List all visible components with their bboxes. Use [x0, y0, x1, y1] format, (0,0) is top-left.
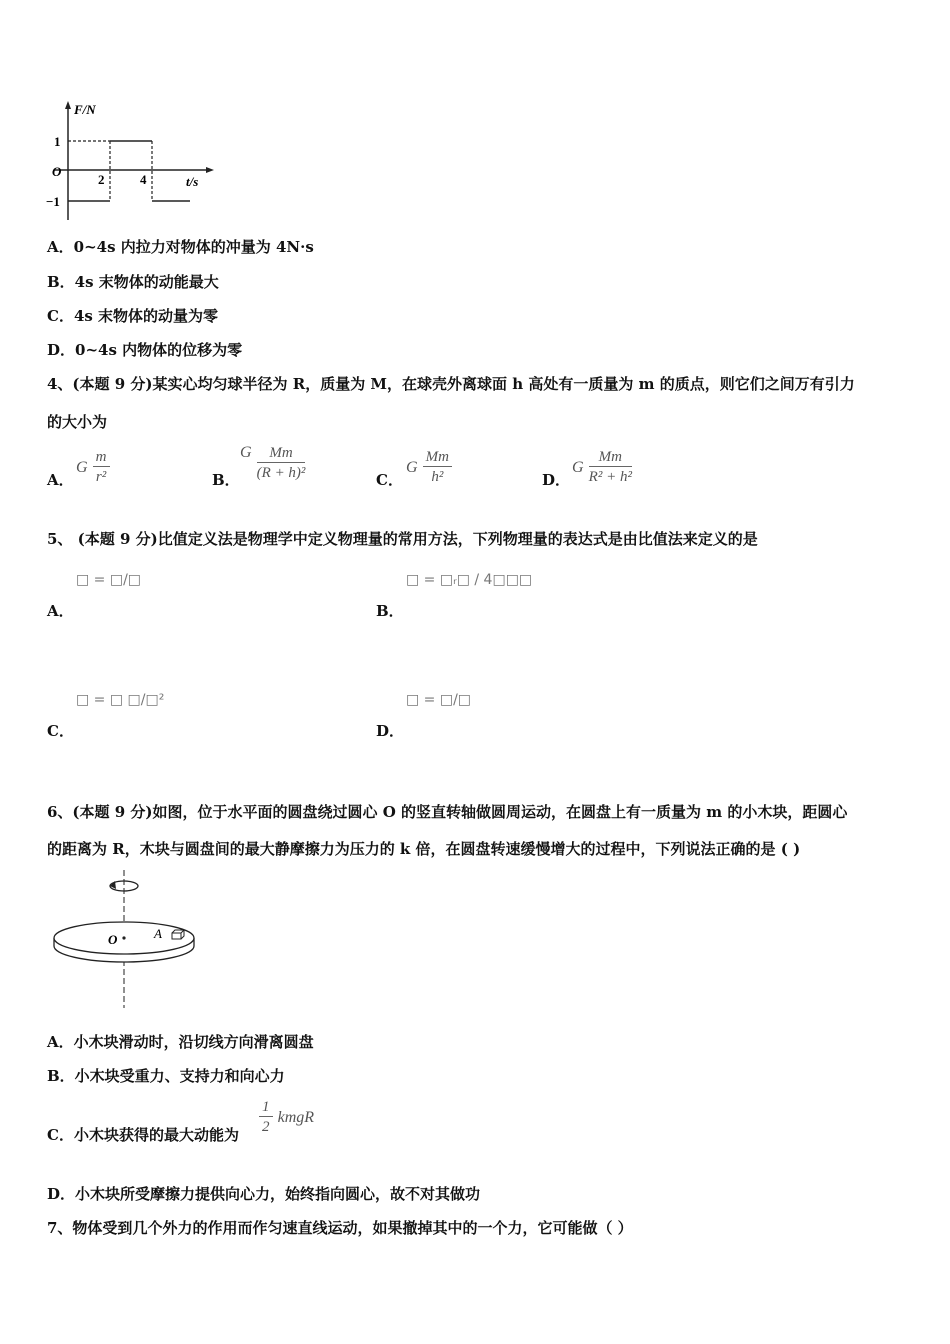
q4-d-den: R² + h²: [588, 469, 632, 485]
q5-option-c-label: C．: [47, 722, 74, 740]
q4-option-c-formula: [406, 448, 452, 487]
q5-option-a-formula: □ = □/□: [76, 572, 142, 588]
q4-stem-line2: 的大小为: [47, 413, 108, 431]
q4-option-a-formula: [76, 448, 110, 487]
q5-option-b-label: B．: [376, 602, 404, 620]
q3-option-d: D．0~4s 内物体的位移为零: [47, 341, 243, 359]
q5-option-b-formula: □ = □ᵣ□ / 4□□□: [406, 572, 533, 588]
q4-a-num: m: [93, 448, 110, 467]
q4-a-G: G: [76, 459, 88, 476]
q4-d-G: G: [572, 459, 584, 476]
q4-c-num: Mm: [423, 448, 452, 467]
diagram-A: A: [154, 926, 162, 941]
q6-option-a: A．小木块滑动时，沿切线方向滑离圆盘: [47, 1033, 314, 1051]
q4-option-d-formula: [572, 448, 632, 487]
q4-a-den: r²: [95, 469, 107, 485]
q6-stem-line2: 的距离为 R，木块与圆盘间的最大静摩擦力为压力的 k 倍，在圆盘转速缓慢增大的过程中，下列说法正确的是 ( ): [47, 840, 801, 858]
q6-c-expr: kmgR: [277, 1109, 315, 1126]
q6-c-den: 2: [262, 1119, 270, 1135]
q4-d-num: Mm: [589, 448, 632, 467]
diagram-O: O: [108, 932, 118, 947]
force-time-graph: [40, 98, 220, 226]
graph-x-label: t/s: [186, 174, 199, 189]
q3-option-b: B．4s 末物体的动能最大: [47, 273, 219, 291]
q4-b-G: G: [240, 444, 252, 461]
q5-stem: 5、 (本题 9 分)比值定义法是物理学中定义物理量的常用方法，下列物理量的表达式是由比值法来定义的是: [47, 530, 758, 548]
q4-option-a-label: A．: [47, 471, 74, 489]
turntable-diagram: [48, 868, 208, 1010]
q4-option-d-label: D．: [542, 471, 571, 489]
q6-option-b: B．小木块受重力、支持力和向心力: [47, 1067, 285, 1085]
q4-option-b-formula: [240, 444, 305, 483]
graph-tick-2: 2: [98, 172, 105, 187]
graph-origin: O: [52, 164, 62, 179]
q4-option-b-label: B．: [212, 471, 240, 489]
q4-c-den: h²: [431, 469, 444, 485]
graph-y-label: F/N: [74, 102, 96, 117]
q6-option-c-formula: [259, 1098, 314, 1137]
q5-option-d-formula: □ = □/□: [406, 692, 472, 708]
q6-c-num: 1: [259, 1098, 273, 1117]
graph-tick-1: 1: [54, 134, 61, 149]
q5-option-a-label: A．: [47, 602, 74, 620]
q5-option-c-formula: □ = □ □/□²: [76, 692, 165, 708]
q6-option-d: D．小木块所受摩擦力提供向心力，始终指向圆心，故不对其做功: [47, 1185, 481, 1203]
q4-b-num: Mm: [257, 444, 306, 463]
q7-stem: 7、物体受到几个外力的作用而作匀速直线运动，如果撤掉其中的一个力，它可能做（ ）: [47, 1219, 633, 1237]
q4-c-G: G: [406, 459, 418, 476]
graph-tick-neg1: −1: [46, 194, 60, 209]
graph-tick-4: 4: [140, 172, 147, 187]
q4-b-den: (R + h)²: [256, 465, 306, 481]
q3-option-a: A．0~4s 内拉力对物体的冲量为 4N·s: [47, 238, 314, 256]
q3-option-c: C．4s 末物体的动量为零: [47, 307, 219, 325]
q6-stem-line1: 6、(本题 9 分)如图，位于水平面的圆盘绕过圆心 O 的竖直转轴做圆周运动，在圆盘上有一质量为 m 的小木块，距圆心: [47, 803, 848, 821]
q5-option-d-label: D．: [376, 722, 405, 740]
q6-option-c: C．小木块获得的最大动能为: [47, 1126, 239, 1144]
q4-stem-line1: 4、(本题 9 分)某实心均匀球半径为 R，质量为 M，在球壳外离球面 h 高处有一质量为 m 的质点，则它们之间万有引力: [47, 375, 855, 393]
q4-option-c-label: C．: [376, 471, 403, 489]
